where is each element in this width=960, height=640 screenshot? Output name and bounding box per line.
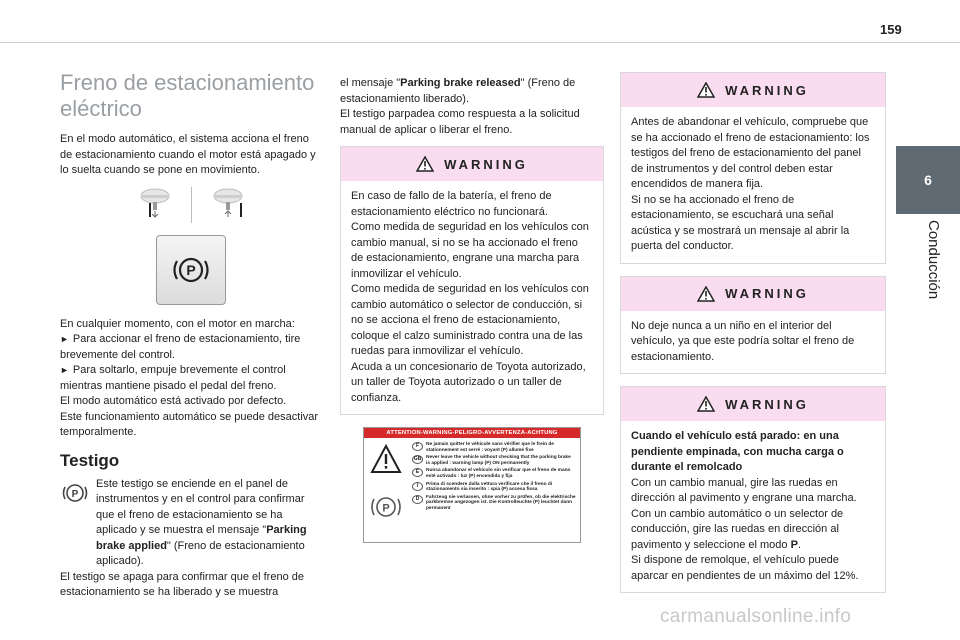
- lang-code: I: [412, 482, 423, 491]
- push-control-figure: [200, 187, 256, 221]
- warning-body: [621, 107, 885, 263]
- testigo-heading: Testigo: [60, 450, 120, 470]
- arrow-icon: ►: [60, 334, 69, 344]
- warning-text-2: Como medida de seguridad en los vehículos con cambio manual, si no se ha accionado el freno de estacionamiento, engrane una marcha para inmovilizar el vehículo.: [351, 221, 589, 280]
- warning-box-slope: [620, 386, 886, 593]
- released-text-b: " (Freno de estacionamiento liberado).: [340, 77, 576, 105]
- illustration-divider: [191, 187, 192, 223]
- testigo-block: [60, 477, 322, 570]
- warning-text-1: Con un cambio manual, gire las ruedas en dirección al pavimento y engrane una marcha.: [631, 476, 857, 504]
- bullet-apply: [60, 332, 322, 363]
- warning-text-1: En caso de fallo de la batería, el freno de estacionamiento eléctrico no funcionará.: [351, 190, 552, 218]
- lang-code: F: [412, 442, 423, 451]
- steering-wheel-icon: [127, 187, 183, 221]
- sticker-row: [412, 455, 576, 466]
- bullet-apply-text: Para accionar el freno de estacionamiento, tire brevemente del control.: [60, 333, 301, 361]
- column-2: [340, 76, 604, 543]
- lang-text: Fahrzeug nie verlassen, ohne vorher zu prüfen, ob die elektrische parkbremse angezogen ist. Die Kontrolleuchte (P) leuchtet dann permanent: [426, 494, 576, 511]
- sticker-row: [412, 442, 576, 453]
- intro-paragraph: En el modo automático, el sistema acciona el freno de estacionamiento cuando el motor está apagado y lo suelta cuando se pone en movimiento.: [60, 133, 316, 176]
- pull-control-figure: [127, 187, 183, 221]
- warning-text-2: Si no se ha accionado el freno de estacionamiento, se escuchará una señal acústica y se mostrará un mensaje al abrir la puerta del conductor.: [631, 193, 850, 252]
- column-3: [620, 72, 886, 605]
- warning-title: WARNING: [725, 396, 809, 412]
- warning-title: WARNING: [444, 156, 528, 172]
- warning-text-2: [631, 507, 875, 554]
- section-title-line1: Freno de estacionamiento: [60, 70, 315, 95]
- lang-text: Never leave the vehicle without checking that the parking brake is applied : warning lamp (P) ON permanently: [426, 455, 571, 466]
- warning-text-1: Antes de abandonar el vehículo, compruebe que se ha accionado el freno de estacionamiento: los testigos del freno de estacionamiento del panel de instrumentos y del control deben estar encendidos de manera fija.: [631, 116, 870, 190]
- anytime-text: En cualquier momento, con el motor en marcha:: [60, 317, 295, 330]
- page-number: 159: [880, 22, 902, 37]
- section-title-line2: eléctrico: [60, 96, 142, 121]
- default-auto-text: El modo automático está activado por defecto.: [60, 395, 287, 407]
- parking-brake-icon: [169, 255, 213, 285]
- lang-code: GB: [413, 456, 422, 463]
- sticker-row: [412, 468, 576, 479]
- warning-body: [621, 311, 885, 374]
- svg-text:P: P: [382, 502, 390, 515]
- warning-box-battery: [340, 146, 604, 415]
- sticker-icons: [364, 438, 408, 542]
- svg-text:P: P: [186, 261, 196, 278]
- mode-p: P: [790, 538, 798, 551]
- warning-body: [341, 181, 603, 414]
- warning-bold-heading: Cuando el vehículo está parado: en una pendiente empinada, con mucha carga o durante el remolcado: [631, 430, 844, 473]
- warning-body: [621, 421, 885, 592]
- warning-triangle-icon: [697, 82, 715, 98]
- testigo-message-applied: Parking brake applied: [96, 524, 307, 552]
- released-message-text: [340, 76, 604, 107]
- column-1: [60, 70, 322, 601]
- chapter-tab[interactable]: 6: [896, 146, 960, 214]
- lang-code: D: [412, 495, 423, 504]
- parking-brake-button-figure: [60, 235, 322, 305]
- sticker-parking-brake-icon: [364, 492, 408, 522]
- blink-text: El testigo parpadea como respuesta a la solicitud manual de aplicar o liberar el freno.: [340, 108, 580, 136]
- sticker-warning-triangle-icon: [364, 440, 408, 480]
- warning-text-4: Acuda a un concesionario de Toyota autorizado, un taller de Toyota autorizado o un taller de confianza.: [351, 360, 586, 404]
- parking-brake-button: [156, 235, 226, 305]
- warning-header: [621, 73, 885, 107]
- warning-box-leaving: [620, 72, 886, 264]
- sticker-header: ATTENTION-WARNING-PELIGRO-AVVERTENZA-ACHTUNG: [364, 428, 580, 438]
- steering-wheel-icon: [200, 187, 256, 221]
- warning-text-2a: Con un cambio automático o un selector de conducción, gire las ruedas en dirección al pavimento y seleccione el modo: [631, 507, 844, 551]
- chapter-label: Conducción: [925, 220, 942, 300]
- lang-text: Prima di scendere dalla vettura verificare che il freno di stazionamento sia inserito : spia (P) accesa fissa: [426, 481, 553, 493]
- warning-text-3: Como medida de seguridad en los vehículos con cambio automático o selector de conducción, si no se acciona el freno de estacionamiento, coloque el calzo suministrado contra una de las ruedas para inmovilizar el vehículo.: [351, 283, 589, 357]
- testigo-text-first: [96, 477, 322, 570]
- sticker-languages: [412, 442, 576, 514]
- section-title: [60, 70, 322, 122]
- watermark: carmanualsonline.info: [660, 606, 852, 627]
- warning-box-child: [620, 276, 886, 375]
- testigo-text-a: Este testigo se enciende en el panel de instrumentos y en el control para confirmar que el freno de estacionamiento se ha aplicado y se muestra el mensaje ": [96, 477, 305, 536]
- sticker-row: [412, 495, 576, 512]
- sticker-row: [412, 482, 576, 493]
- released-text-a: el mensaje ": [340, 77, 401, 89]
- testigo-text-b: " (Freno de estacionamiento aplicado).: [96, 539, 305, 567]
- parking-brake-warning-icon: [60, 477, 90, 507]
- warning-label-sticker: [363, 427, 581, 543]
- warning-triangle-icon: [416, 156, 434, 172]
- warning-header: [621, 387, 885, 421]
- arrow-icon: ►: [60, 365, 69, 375]
- warning-title: WARNING: [725, 286, 809, 301]
- deactivate-text: Este funcionamiento automático se puede desactivar temporalmente.: [60, 410, 319, 438]
- brake-switch-illustration: [60, 187, 322, 225]
- bullet-release-text: Para soltarlo, empuje brevemente el control mientras mantiene pisado el pedal del freno.: [60, 364, 286, 392]
- warning-triangle-icon: [697, 396, 715, 412]
- warning-text-1: No deje nunca a un niño en el interior del vehículo, ya que este podría soltar el freno de estacionamiento.: [631, 319, 855, 363]
- lang-code: E: [412, 468, 423, 477]
- top-rule: [0, 42, 960, 43]
- lang-text: Ne jamais quitter le véhicule sans vérifier que le frein de stationnement est serré : voyant (P) allumé fixe: [426, 442, 554, 453]
- warning-text-3: Si dispone de remolque, el vehículo puede aparcar en pendientes de un máximo del 12%.: [631, 554, 859, 582]
- warning-header: [621, 277, 885, 311]
- testigo-message-released: Parking brake released: [400, 77, 521, 89]
- bullet-release: [60, 363, 322, 394]
- lang-text: Nunca abandonar el vehículo sin verificar que el freno de mano esté activado : luz (P) encendida y fija: [426, 468, 571, 479]
- warning-title: WARNING: [725, 82, 809, 98]
- svg-text:P: P: [71, 488, 79, 500]
- testigo-text-off: El testigo se apaga para confirmar que el freno de estacionamiento se ha liberado y se muestra: [60, 570, 304, 598]
- warning-header: [341, 147, 603, 181]
- warning-text-2c: .: [797, 538, 801, 551]
- warning-triangle-icon: [697, 286, 715, 302]
